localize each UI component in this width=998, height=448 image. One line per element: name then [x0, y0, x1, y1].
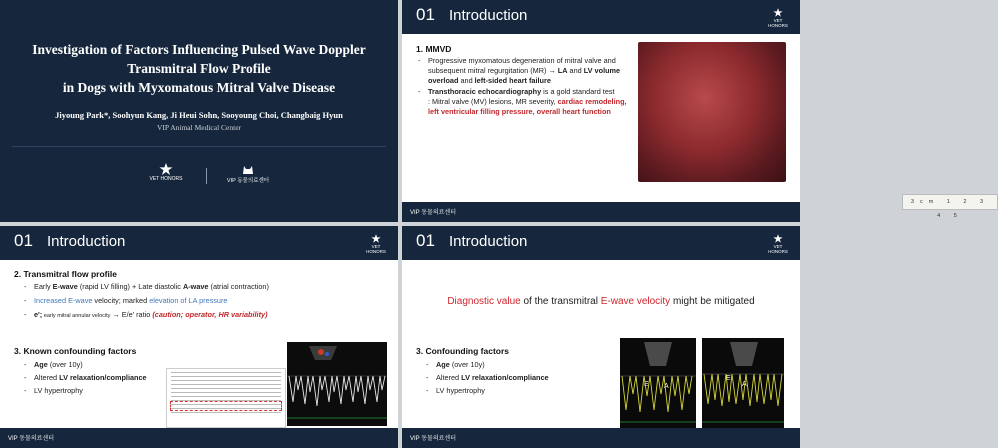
- table-line: [171, 396, 281, 397]
- logo-text: VET HONORS: [768, 244, 788, 254]
- title-line: Transmitral Flow Profile: [127, 61, 271, 76]
- research-table-image: [166, 368, 286, 428]
- echo-doppler-1: [620, 338, 696, 428]
- caution-text: (caution; operator, HR variability): [152, 310, 268, 319]
- echo-doppler-2: [702, 338, 784, 428]
- list-item: [14, 360, 147, 370]
- divider: [12, 146, 386, 147]
- text: Age: [34, 360, 48, 369]
- text: left-sided heart failure: [474, 76, 551, 85]
- slide-title: Introduction: [47, 233, 126, 250]
- header-logo: [764, 234, 792, 254]
- text: Early: [34, 282, 53, 291]
- highlight-box: [170, 401, 282, 411]
- list-item: [14, 282, 394, 292]
- bullet-list: [416, 360, 549, 399]
- text: E-wave: [52, 282, 78, 291]
- text: LV hypertrophy: [436, 386, 485, 395]
- bullet-list: [14, 282, 394, 325]
- table-line: [171, 388, 281, 389]
- section-number: 01: [416, 5, 435, 24]
- text: LV volume overload: [428, 66, 621, 85]
- highlight-text: E-wave velocity: [600, 296, 671, 307]
- a-wave-label: A: [742, 381, 747, 388]
- text: LV relaxation/compliance: [461, 373, 549, 382]
- text: e';: [34, 310, 43, 319]
- text: : Mitral valve (MV) lesions, MR severity,: [428, 97, 558, 106]
- text: A-wave: [182, 282, 209, 291]
- slide-footer: [402, 202, 800, 222]
- slide-header: [402, 226, 800, 260]
- star-icon: [159, 163, 173, 175]
- footer-logo: VIP 동물의료센터: [410, 436, 457, 442]
- slide-transmitral-flow[interactable]: [0, 226, 398, 448]
- echo-image: [620, 338, 696, 428]
- star-icon: [773, 8, 783, 17]
- doppler-image: [287, 342, 387, 426]
- scale-ruler: 3cm 1 2 3 4 5: [902, 194, 998, 210]
- table-line: [171, 412, 281, 413]
- table-line: [171, 380, 281, 381]
- text: → E/e' ratio: [110, 310, 153, 319]
- text: velocity; marked: [92, 296, 150, 305]
- key-statement: [402, 296, 800, 307]
- slide-footer: [402, 428, 800, 448]
- section-number: 01: [14, 231, 33, 250]
- title-line: in Dogs with Myxomatous Mitral Valve Disease: [62, 80, 336, 95]
- text: of the transmitral: [520, 296, 601, 307]
- section-heading: 3. Known confounding factors: [14, 346, 137, 356]
- highlight-text: elevation of LA pressure: [149, 296, 228, 305]
- table-line: [171, 376, 281, 377]
- logo-text: VET HONORS: [149, 176, 183, 182]
- title-line: Investigation of Factors Influencing Pulsed Wave Doppler: [32, 42, 366, 57]
- doppler-waveform: [287, 342, 387, 426]
- text: (over 10y): [449, 360, 485, 369]
- text: (rapid LV filling) + Late diastolic: [77, 282, 183, 291]
- authors: Jiyoung Park*, Soohyun Kang, Ji Heui Sohn, Sooyoung Choi, Changbaig Hyun: [55, 110, 343, 120]
- vet-honors-logo: [148, 163, 184, 182]
- header-logo: [764, 8, 792, 28]
- slide-confounding[interactable]: [402, 226, 800, 448]
- footer-logo: VIP 동물의료센터: [8, 436, 55, 442]
- text: Altered: [34, 373, 60, 382]
- highlight-text: cardiac remodeling, left ventricular filling pressure, overall heart function: [428, 97, 627, 116]
- highlight-text: Diagnostic value: [447, 296, 521, 307]
- footer-logo: VIP 동물의료센터: [410, 210, 457, 216]
- title-slide[interactable]: [0, 0, 398, 222]
- text: (atrial contraction): [208, 282, 269, 291]
- table-line: [171, 372, 281, 373]
- institution: VIP Animal Medical Center: [156, 123, 242, 132]
- text: (over 10y): [47, 360, 83, 369]
- list-item: [14, 296, 394, 306]
- list-item: [416, 56, 628, 86]
- section-heading: 1. MMVD: [416, 44, 452, 54]
- text: and: [458, 76, 475, 85]
- logo-text: VET HONORS: [768, 18, 788, 28]
- list-item: [14, 386, 147, 396]
- logo-text: VET HONORS: [366, 244, 386, 254]
- text: LV relaxation/compliance: [59, 373, 147, 382]
- text: LV hypertrophy: [34, 386, 83, 395]
- table-line: [171, 392, 281, 393]
- table-line: [171, 384, 281, 385]
- text: Transthoracic echocardiography: [428, 87, 542, 96]
- section-number: 01: [416, 231, 435, 250]
- text: might be mitigated: [670, 296, 755, 307]
- bullet-list: [416, 56, 628, 118]
- slide-header: [402, 0, 800, 34]
- list-item: [416, 87, 628, 117]
- star-icon: [773, 234, 783, 243]
- list-item: [14, 310, 394, 321]
- star-icon: [371, 234, 381, 243]
- slide-title: Introduction: [449, 7, 528, 24]
- slide-title: Introduction: [449, 233, 528, 250]
- presentation-title: [10, 40, 388, 97]
- section-heading: 2. Transmitral flow profile: [14, 269, 117, 279]
- list-item: [14, 373, 147, 383]
- text: LA: [557, 66, 568, 75]
- highlight-text: Increased E-wave: [34, 296, 93, 305]
- text: early mitral annular velocity: [42, 313, 111, 319]
- vip-logo: [224, 163, 272, 184]
- list-item: [416, 360, 549, 370]
- heart-specimen-photo: [638, 42, 990, 219]
- cat-icon: [241, 163, 255, 175]
- section-heading: 3. Confounding factors: [416, 346, 510, 356]
- list-item: [416, 386, 549, 396]
- text: is a gold standard test: [541, 87, 615, 96]
- slide-footer: [0, 428, 398, 448]
- e-wave-label: E: [644, 381, 649, 388]
- text: Age: [436, 360, 450, 369]
- echo-image: [702, 338, 784, 428]
- text: Altered: [436, 373, 462, 382]
- e-wave-label: E: [726, 375, 731, 382]
- logo-text: VIP 동물의료센터: [226, 178, 270, 184]
- slide-header: [0, 226, 398, 260]
- slide-mmvd[interactable]: [402, 0, 990, 222]
- a-wave-label: A: [664, 383, 669, 390]
- text: Progressive myxomatous degeneration of mitral valve and subsequent mitral regurgitation (MR) →: [428, 56, 616, 75]
- header-logo: [362, 234, 390, 254]
- bullet-list: [14, 360, 147, 399]
- text: and: [567, 66, 584, 75]
- list-item: [416, 373, 549, 383]
- logo-separator: [206, 168, 207, 184]
